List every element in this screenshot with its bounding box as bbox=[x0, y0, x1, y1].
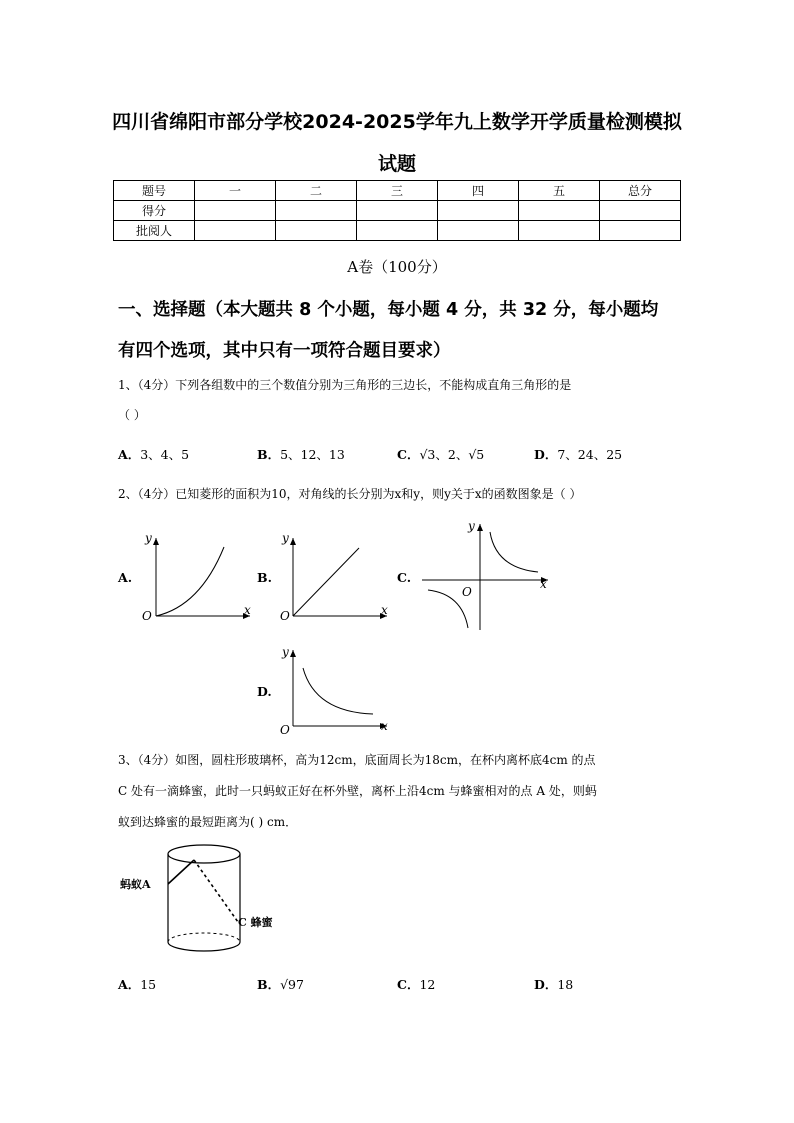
q1-option-c bbox=[397, 445, 484, 463]
graph-c bbox=[418, 518, 554, 632]
table-cell bbox=[276, 221, 357, 241]
option-label: D． bbox=[534, 447, 558, 462]
graph-b bbox=[277, 528, 397, 624]
section-heading-line1: 一、选择题（本大题共 8 个小题，每小题 4 分，共 32 分，每小题均 bbox=[118, 300, 659, 320]
cylinder-bottom-front bbox=[168, 942, 240, 951]
option-label: B． bbox=[257, 447, 281, 462]
q2-label-c bbox=[397, 570, 411, 585]
table-cell bbox=[438, 221, 519, 241]
origin-label: O bbox=[280, 723, 290, 737]
x-label: x bbox=[540, 577, 547, 591]
table-cell: 四 bbox=[438, 181, 519, 201]
table-cell: 五 bbox=[519, 181, 600, 201]
option-label: A． bbox=[118, 447, 141, 462]
option-label: C． bbox=[397, 447, 420, 462]
option-label: D． bbox=[534, 977, 558, 992]
question-3-line1: 3、（4分）如图，圆柱形玻璃杯，高为12cm，底面周长为18cm，在杯内离杯底4cm 的点 bbox=[118, 753, 596, 767]
paper-title-line2: 试题 bbox=[377, 153, 416, 175]
origin-label: O bbox=[280, 609, 290, 623]
q1-option-a bbox=[118, 445, 189, 463]
q1-option-d bbox=[534, 445, 622, 463]
table-cell bbox=[600, 221, 681, 241]
table-cell bbox=[600, 201, 681, 221]
y-axis-arrow bbox=[153, 538, 159, 545]
option-label: B. bbox=[257, 570, 272, 585]
option-text: √97 bbox=[280, 977, 304, 992]
graph-a bbox=[138, 528, 258, 624]
option-text: 18 bbox=[557, 977, 574, 992]
table-cell: 得分 bbox=[114, 201, 195, 221]
table-cell bbox=[276, 201, 357, 221]
option-label: A． bbox=[118, 977, 141, 992]
q1-option-b bbox=[257, 445, 345, 463]
score-table-score-row bbox=[114, 201, 681, 221]
y-label: y bbox=[145, 531, 152, 545]
curve bbox=[303, 668, 373, 714]
ant-label: 蚂蚁A bbox=[120, 878, 151, 891]
table-cell bbox=[357, 201, 438, 221]
cylinder-top bbox=[168, 845, 240, 863]
option-text: 7、24、25 bbox=[557, 447, 623, 462]
x-label: x bbox=[381, 603, 388, 617]
question-2-text: 2、（4分）已知菱形的面积为10，对角线的长分别为x和y，则y关于x的函数图象是（ ） bbox=[118, 487, 582, 501]
y-label: y bbox=[282, 531, 289, 545]
q3-option-b bbox=[257, 975, 304, 993]
cylinder-figure bbox=[118, 838, 318, 960]
score-table-grader-row bbox=[114, 221, 681, 241]
q2-label-b bbox=[257, 570, 272, 585]
question-3-line3: 蚁到达蜂蜜的最短距离为( ) cm． bbox=[118, 815, 298, 829]
volume-heading: A卷（100分） bbox=[347, 258, 447, 276]
curve bbox=[156, 547, 224, 616]
q3-option-d bbox=[534, 975, 573, 993]
curve-branch-1 bbox=[490, 532, 538, 572]
table-cell bbox=[438, 201, 519, 221]
path-segment-dashed bbox=[194, 860, 238, 922]
paper-title-line1: 四川省绵阳市部分学校2024-2025学年九上数学开学质量检测模拟 bbox=[112, 111, 682, 133]
table-cell: 一 bbox=[195, 181, 276, 201]
table-cell: 总分 bbox=[600, 181, 681, 201]
q2-label-a bbox=[118, 570, 132, 585]
table-cell: 二 bbox=[276, 181, 357, 201]
y-axis-arrow bbox=[477, 524, 483, 531]
score-table bbox=[113, 180, 681, 241]
y-label: y bbox=[468, 519, 475, 533]
question-1-paren: （ ） bbox=[118, 408, 146, 422]
q3-option-a bbox=[118, 975, 156, 993]
option-text: 15 bbox=[140, 977, 157, 992]
score-table-header-row bbox=[114, 181, 681, 201]
honey-label: C 蜂蜜 bbox=[238, 916, 273, 929]
question-1-text: 1、（4分）下列各组数中的三个数值分别为三角形的三边长，不能构成直角三角形的是 bbox=[118, 378, 572, 392]
y-axis-arrow bbox=[290, 650, 296, 657]
option-text: 3、4、5 bbox=[140, 447, 190, 462]
option-text: 5、12、13 bbox=[280, 447, 345, 462]
table-cell bbox=[195, 221, 276, 241]
table-cell: 批阅人 bbox=[114, 221, 195, 241]
question-3-line2: C 处有一滴蜂蜜，此时一只蚂蚁正好在杯外壁，离杯上沿4cm 与蜂蜜相对的点 A 处，则蚂 bbox=[118, 784, 597, 798]
y-label: y bbox=[282, 645, 289, 659]
option-label: C． bbox=[397, 977, 420, 992]
option-label: A. bbox=[118, 570, 133, 585]
y-axis-arrow bbox=[290, 538, 296, 545]
table-cell: 题号 bbox=[114, 181, 195, 201]
table-cell bbox=[519, 201, 600, 221]
table-cell bbox=[195, 201, 276, 221]
option-label: C. bbox=[397, 570, 412, 585]
origin-label: O bbox=[462, 585, 472, 599]
q3-option-c bbox=[397, 975, 435, 993]
option-label: D. bbox=[257, 684, 272, 699]
path-segment-solid bbox=[168, 860, 194, 884]
x-label: x bbox=[381, 719, 388, 733]
option-text: 12 bbox=[419, 977, 436, 992]
table-cell bbox=[519, 221, 600, 241]
x-label: x bbox=[244, 603, 251, 617]
graph-d bbox=[277, 642, 397, 738]
q2-label-d bbox=[257, 684, 272, 699]
line-graph bbox=[293, 548, 359, 616]
table-cell: 三 bbox=[357, 181, 438, 201]
option-text: √3、2、√5 bbox=[419, 447, 485, 462]
origin-label: O bbox=[142, 609, 152, 623]
option-label: B． bbox=[257, 977, 281, 992]
section-heading-line2: 有四个选项，其中只有一项符合题目要求） bbox=[118, 341, 451, 361]
table-cell bbox=[357, 221, 438, 241]
cylinder-bottom-back bbox=[168, 933, 240, 942]
